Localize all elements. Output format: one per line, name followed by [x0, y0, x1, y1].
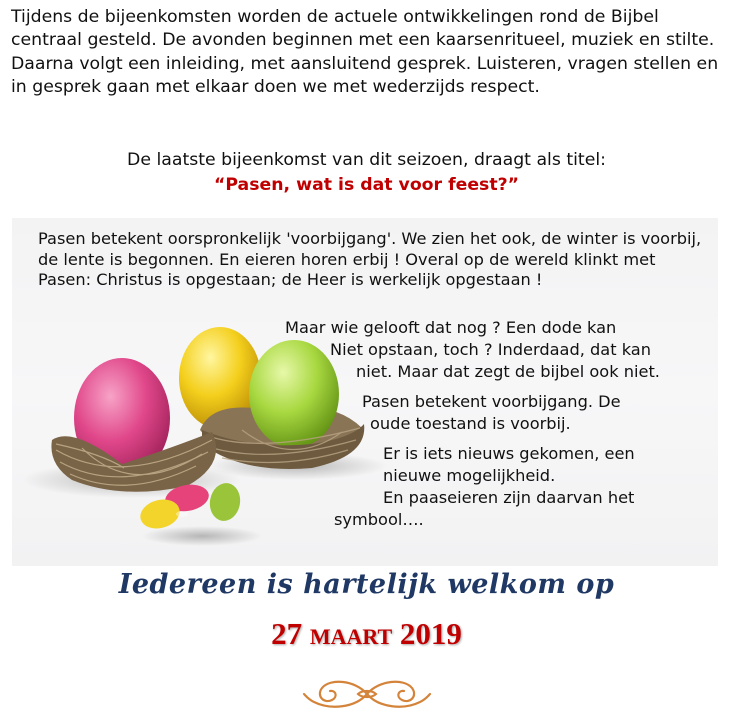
panel-line: Er is iets nieuws gekomen, een [383, 444, 635, 463]
announcement-subtitle: De laatste bijeenkomst van dit seizoen, draagt als titel: [127, 150, 606, 170]
panel-line: oude toestand is voorbij. [370, 414, 571, 433]
welcome-text: Iedereen is hartelijk welkom op [118, 569, 615, 600]
panel-line: nieuwe mogelijkheid. [383, 466, 556, 485]
ornament-divider-icon [300, 674, 434, 714]
intro-paragraph-2: Daarna volgt een inleiding, met aansluitend gesprek. Luisteren, vragen stellen en in gesprek gaan met elkaar doen we met wederzijds respect. [11, 53, 719, 97]
panel-paragraph: Pasen betekent oorspronkelijk 'voorbijgang'. We zien het ook, de winter is voorbij, de lente is begonnen. En eieren horen erbij ! Overal op de wereld klinkt met Pasen: Christus is opgestaan; de Heer is werkelijk opgestaan ! [38, 229, 702, 290]
panel-line: Maar wie gelooft dat nog ? Een dode kan [285, 318, 617, 337]
panel-line: En paaseieren zijn daarvan het [383, 488, 635, 507]
panel-line: niet. Maar dat zegt de bijbel ook niet. [356, 362, 660, 381]
panel-line: Niet opstaan, toch ? Inderdaad, dat kan [330, 340, 651, 359]
intro-text [11, 6, 723, 99]
easter-panel [12, 218, 718, 566]
panel-line: symbool…. [334, 510, 424, 529]
announcement-title: “Pasen, wat is dat voor feest?” [214, 175, 519, 195]
intro-paragraph-1: Tijdens de bijeenkomsten worden de actuele ontwikkelingen rond de Bijbel centraal gesteld. De avonden beginnen met een kaarsenritueel, muziek en stilte. [11, 7, 715, 51]
event-date: 27 maart 2019 [271, 616, 462, 651]
panel-line: Pasen betekent voorbijgang. De [362, 392, 621, 411]
